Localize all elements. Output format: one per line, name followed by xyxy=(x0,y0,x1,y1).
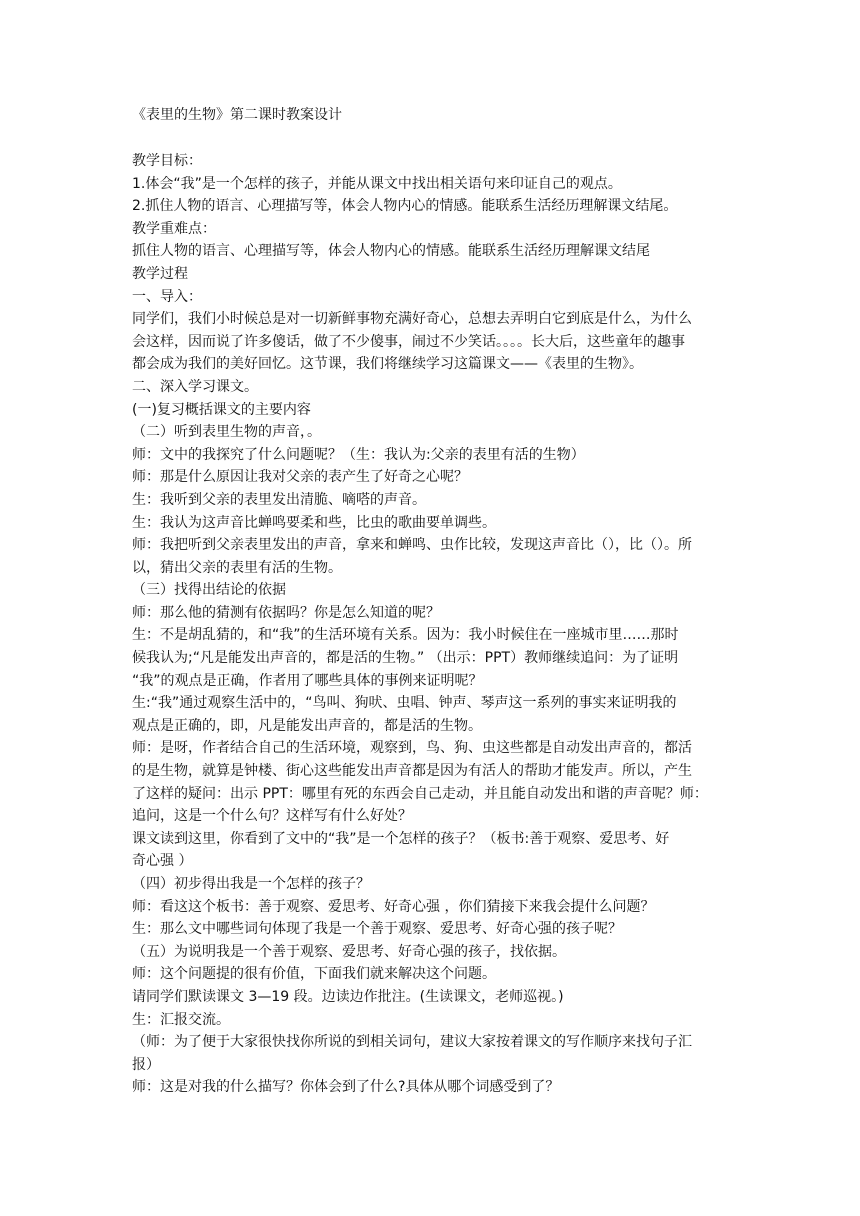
document-line: 课文读到这里，你看到了文中的“我”是一个怎样的孩子？（板书:善于观察、爱思考、好 xyxy=(132,830,670,847)
document-line: （五）为说明我是一个善于观察、爱思考、好奇心强的孩子，找依据。 xyxy=(132,943,566,960)
document-line: 同学们，我们小时候总是对一切新鲜事物充满好奇心，总想去弄明白它到底是什么，为什么 xyxy=(132,311,692,328)
document-line: 了这样的疑问：出示 PPT：哪里有死的东西会自己走动，并且能自动发出和谐的声音呢？师： xyxy=(132,785,708,802)
document-line: (一)复习概括课文的主要内容 xyxy=(132,401,311,418)
document-line: 生：汇报交流。 xyxy=(132,1011,230,1028)
document-line: 二、深入学习课文。 xyxy=(132,378,258,395)
document-line: 师：那是什么原因让我对父亲的表产生了好奇之心呢？ xyxy=(132,469,468,486)
document-line: 师：是呀，作者结合自己的生活环境，观察到，鸟、狗、虫这些都是自动发出声音的，都活 xyxy=(132,740,692,757)
document-line: 都会成为我们的美好回忆。这节课，我们将继续学习这篇课文——《表里的生物》。 xyxy=(132,356,643,373)
document-line: （师：为了便于大家很快找你所说的到相关词句，建议大家按着课文的写作顺序来找句子汇 xyxy=(132,1034,692,1051)
document-line: 师：那么他的猜测有依据吗？你是怎么知道的呢？ xyxy=(132,604,440,621)
document-line: 生：不是胡乱猜的，和“我”的生活环境有关系。因为：我小时候住在一座城市里……那时 xyxy=(132,627,679,644)
document-line: 师：我把听到父亲表里发出的声音，拿来和蝉鸣、虫作比较，发现这声音比（），比（）。所 xyxy=(132,537,692,554)
document-line: 教学过程 xyxy=(132,265,188,282)
document-line: 师：看这这个板书：善于观察、爱思考、好奇心强 ，你们猜接下来我会提什么问题？ xyxy=(132,898,655,915)
document-line: 师：这是对我的什么描写？你体会到了什么?具体从哪个词感受到了？ xyxy=(132,1079,560,1096)
document-line: 报） xyxy=(132,1056,160,1073)
document-line: 教学目标： xyxy=(132,153,202,169)
document-line: 以，猜出父亲的表里有活的生物。 xyxy=(132,559,342,576)
document-line: 师：文中的我探究了什么问题呢？（生：我认为:父亲的表里有活的生物） xyxy=(132,446,585,463)
document-line: 生：我听到父亲的表里发出清脆、嘀嗒的声音。 xyxy=(132,491,426,508)
document-line: 抓住人物的语言、心理描写等，体会人物内心的情感。能联系生活经历理解课文结尾 xyxy=(132,243,650,260)
document-title: 《表里的生物》第二课时教案设计 xyxy=(132,107,342,123)
document-line: （三）找得出结论的依据 xyxy=(132,582,286,599)
document-line: 生:“我”通过观察生活中的，“鸟叫、狗吠、虫唱、钟声、琴声这一系列的事实来证明我的 xyxy=(132,695,677,712)
document-line: 教学重难点： xyxy=(132,220,216,237)
document-line: 请同学们默读课文 3—19 段。边读边作批注。(生读课文，老师巡视。) xyxy=(132,988,564,1005)
document-line: 1.体会“我”是一个怎样的孩子，并能从课文中找出相关语句来印证自己的观点。 xyxy=(132,175,622,192)
document-line: 的是生物，就算是钟楼、街心这些能发出声音都是因为有活人的帮助才能发声。所以，产生 xyxy=(132,763,692,780)
document-page xyxy=(132,104,732,1099)
document-line: 奇心强 ） xyxy=(132,853,193,870)
document-line: 候我认为;“凡是能发出声音的，都是活的生物。” （出示：PPT）教师继续追问：为了证明 xyxy=(132,650,679,667)
document-line: 一、导入： xyxy=(132,288,202,305)
document-line: （四）初步得出我是一个怎样的孩子？ xyxy=(132,876,370,892)
document-line: 师：这个问题提的很有价值，下面我们就来解决这个问题。 xyxy=(132,966,496,983)
document-line: 生：我认为这声音比蝉鸣要柔和些，比虫的歌曲要单调些。 xyxy=(132,514,496,531)
document-line: 追问，这是一个什么句？这样写有什么好处？ xyxy=(132,808,412,825)
document-line: 观点是正确的，即，凡是能发出声音的，都是活的生物。 xyxy=(132,717,482,734)
document-body xyxy=(132,150,732,1099)
document-line: 会这样，因而说了许多傻话，做了不少傻事，闹过不少笑话。。。。长大后，这些童年的趣事 xyxy=(132,333,685,350)
document-line: “我”的观点是正确，作者用了哪些具体的事例来证明呢？ xyxy=(132,672,483,689)
document-line: 生：那么文中哪些词句体现了我是一个善于观察、爱思考、好奇心强的孩子呢？ xyxy=(132,921,622,938)
document-line: （二）听到表里生物的声音，。 xyxy=(132,424,321,441)
document-line: 2.抓住人物的语言、心理描写等，体会人物内心的情感。能联系生活经历理解课文结尾。 xyxy=(132,198,678,215)
